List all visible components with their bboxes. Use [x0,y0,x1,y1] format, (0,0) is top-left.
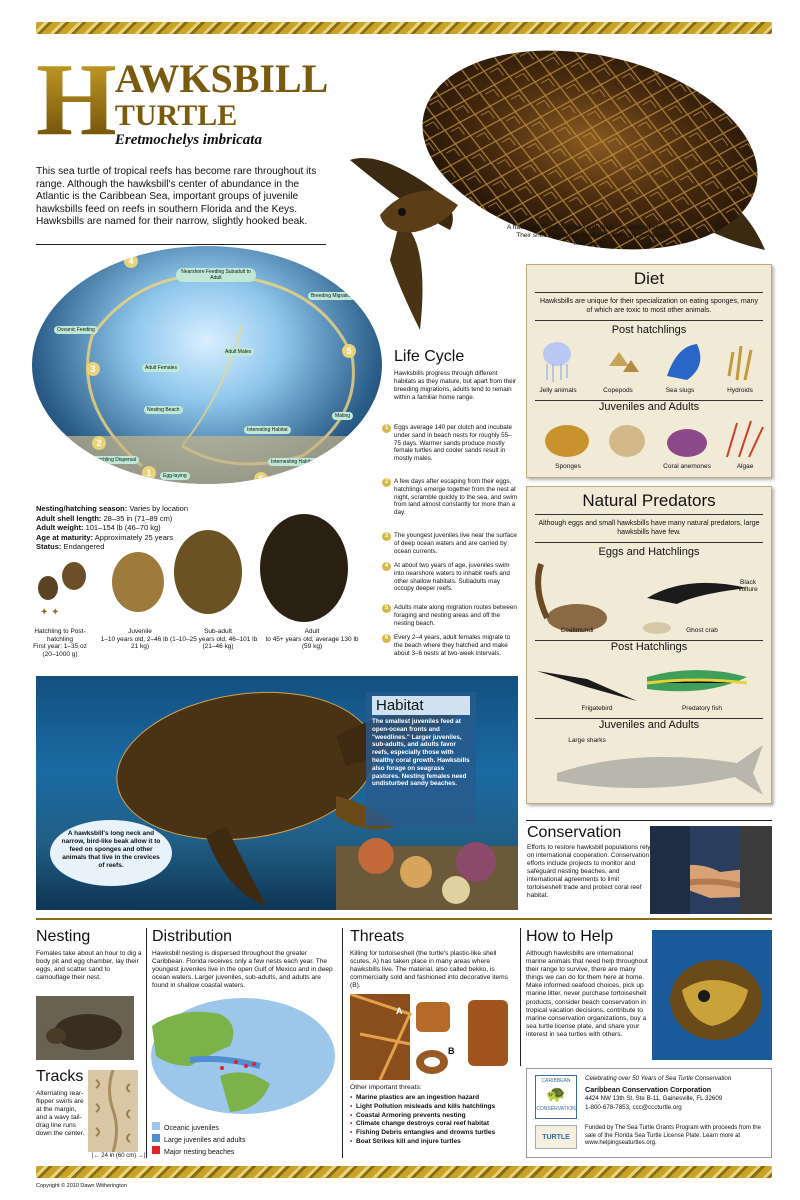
lc-label-egg-laying: Egg-laying [160,472,190,480]
top-gold-border [36,22,772,34]
lc-marker-1: 1 [142,466,156,480]
hero-caption: A hawksbill's shell is plated with thick, overlapping scutes. Their shell's radiating streaks of color vary between individuals. [507,224,673,247]
ccc-contact: 1-800-678-7853, ccc@cccturtle.org [585,1104,682,1111]
diet-algae: Algae [736,463,754,470]
lc-label-nearshore: Nearshore Feeding Subadult to Adult [176,268,256,282]
dist-left-divider [146,928,147,1158]
lc-label-females: Adult Females [142,364,180,372]
stage-hatchling: Hatchling to Post-hatchling First year: 1–35 oz (20–1000 g) [33,628,87,658]
threat-item: • Marine plastics are an ingestion hazard [350,1094,510,1103]
stage-juvenile: Juvenile 1–10 years old, 2–46 lb (1–21 kg) [100,628,180,651]
lc-label-nesting-beach: Nesting Beach [144,406,183,414]
license-plate: TURTLE [535,1125,577,1149]
threat-item: • Boat Strikes kill and injure turtles [350,1138,510,1147]
predators-panel [526,486,772,804]
life-cycle-intro: Hawksbills progress through different habitats as they mature, but apart from their breeding migrations, adults tend to remain within a familiar home range. [394,370,517,401]
diet-title: Diet [633,269,665,288]
pred-frigatebird: Frigatebird [581,705,613,712]
sponsor-box [526,1068,772,1158]
distribution-map [150,996,336,1116]
lc-marker-6: 6 [254,472,268,484]
tracks-scale: |← 24 in (60 cm) →| [92,1153,146,1159]
legend-oceanic: Oceanic juveniles [152,1122,245,1134]
diet-juv-icons [527,417,773,461]
threat-item: • Fishing Debris entangles and drowns turtles [350,1129,510,1138]
conservation-title: Conservation [527,824,622,841]
threats-title: Threats [350,928,405,945]
help-title: How to Help [526,928,614,945]
diet-post-title: Post hatchlings [611,324,687,336]
lc-label-internesting: Internesting Habitat Near Beach [268,458,345,466]
predators-intro: Although eggs and small hawksbills have many natural predators, large hawksbills have few. [538,520,760,536]
predators-title: Natural Predators [582,491,716,510]
threats-list [350,1094,510,1147]
pred-ghost-crab: Ghost crab [686,627,718,634]
handshake-photo [650,826,772,914]
ccc-logo: CARIBBEAN 🐢 CONSERVATION [535,1075,577,1119]
title-line2: TURTLE [114,99,238,132]
tracks-text: Alternating rear-flipper swirls are at the margin, and a wavy tail-drag line runs down the center. [36,1090,85,1138]
lc-label-oceanic: Oceanic Feeding [54,326,98,334]
pred-coatimundi: Coatimundi [560,627,594,634]
conservation-text: Efforts to restore hawksbill populations rely on international cooperation. Conservation efforts include projects to monitor and safeguard nesting beaches, and international agreements to limit tortoiseshell trade and protect coral reef habitat. [527,844,651,899]
predators-post-title: Post Hatchlings [610,641,688,653]
stage-subadult: Sub-adult 10–25 years old, 46–101 lb (21–46 kg) [178,628,258,651]
predators-adult-title: Juveniles and Adults [598,719,700,731]
lc-marker-3: 3 [86,362,100,376]
help-text: Although hawksbills are international marine animals that need help throughout their range to survive, there are many things we can do for them here at home. Make informed seafood choices, pick up marine litter, never purchase tortoiseshell products, consider beach conservation in tropical vacation decisions, contribute to marine conservation organizations, buy a sea turtle license plate, and share your interest in sea turtles with others. [526,950,648,1038]
ccc-funded: Funded by The Sea Turtle Grants Program with proceeds from the sale of the Florida Sea Turtle License Plate. Learn more at www.helpingseaturtles.org. [585,1125,761,1146]
tracks-title: Tracks [36,1068,84,1085]
svg-text:✦ ✦: ✦ ✦ [40,607,60,618]
threat-item: • Coastal Armoring prevents nesting [350,1112,510,1121]
habitat-title: Habitat [372,696,470,715]
svg-text:A: A [396,1006,403,1016]
habitat-text: The smallest juveniles feed at open-ocean fronts and "weedlines." Larger juveniles, sub-adults, and adults favor reefs, especially those with healthy coral growth. Hawksbills also forage on seagrass pastures. Nesting females need undisturbed sandy beaches. [372,718,470,788]
copyright: Copyright © 2010 Dawn Witherington [36,1183,127,1189]
diet-hydroids: Hydroids [727,387,753,394]
nesting-title: Nesting [36,928,91,945]
tracks-photo [88,1070,138,1152]
threats-other-title: Other important threats: [350,1084,422,1091]
intro-text: This sea turtle of tropical reefs has become rare throughout its range. Although the hawksbill's center of abundance in the Atlantic is the Caribbean Sea, important groups of juvenile hawksbills feed on reefs in southern Florida and the Keys. Hawksbills are named for their narrow, slightly hooked beak. [36,166,317,227]
diet-juv-title: Juveniles and Adults [598,401,700,413]
conservation-rule [526,820,772,821]
diet-post-icons [527,336,773,388]
threats-left-divider [342,928,343,1158]
life-cycle-diagram [32,246,382,484]
title-line1: AWKSBILL [114,56,329,101]
diet-jelly: Jelly animals [539,387,577,394]
threat-item: • Climate change destroys coral reef habitat [350,1120,510,1129]
intro-underline [36,244,326,245]
lc-step-4: 4 At about two years of age, juveniles swim into nearshore waters to inhabit reefs and other shallow habitats. Subadults may occupy deeper reefs. [382,562,518,593]
diet-sponges: Sponges [555,463,581,470]
ccc-name: Caribbean Conservation Corporation [585,1085,712,1094]
threats-text: Killing for tortoiseshell (the turtle's plastic-like shell scutes, A) has taken place in many areas where hawksbills live. The material, also called bekko, is commercially sold and fashioned into decorative items (B). [350,950,508,990]
lc-step-1: 1 Eggs average 140 per clutch and incubate under sand in beach nests for roughly 55–75 days. Warmer sands produce mostly female turtles and cooler sands result in mostly males. [382,424,518,463]
tortoiseshell-photo [350,994,516,1080]
growth-stages-illustration [30,500,380,640]
lc-label-hatchling: Hatchling Dispersal [90,456,139,464]
nesting-text: Females take about an hour to dig a body pit and egg chamber, lay their eggs, and scatter sand to camouflage their nest. [36,950,142,982]
lc-step-2: 2 A few days after escaping from their eggs, hatchlings emerge together from the nest at night, scramble quickly to the sea, and swim from land almost constantly for more than a day. [382,478,518,517]
legend-nesting-beaches: Major nesting beaches [152,1146,245,1158]
lc-marker-2: 2 [92,436,106,450]
habitat-panel [366,692,476,826]
bottom-gold-border [36,1166,772,1178]
ccc-celebrating: Celebrating over 50 Years of Sea Turtle Conservation [585,1075,732,1082]
lc-step-5: 5 Adults mate along migration routes between foraging and nesting areas and off the nesting beach. [382,604,518,627]
diet-intro: Hawksbills are unique for their specialization on eating sponges, many of which are toxic to most other animals. [540,298,758,314]
pred-black-vulture: Black vulture [738,579,758,593]
turtle-stats: Nesting/hatching season: Varies by location Adult shell length: 28–35 in (71–89 cm) Adult weight: 101–154 lb (46–70 kg) Age at maturity: Approximately 25 years Status: Endangered [36,504,189,551]
lc-marker-4: 4 [124,254,138,268]
lc-label-interesting: Interesting Habitat [244,426,291,434]
svg-text:B: B [448,1046,455,1056]
lc-step-6: 6 Every 2–4 years, adult females migrate to the beach where they hatched and make about 3–6 nests at two-week intervals. [382,634,518,657]
distribution-text: Hawksbill nesting is dispersed throughout the greater Caribbean. Florida receives only a few nests each year. The youngest juveniles live in the open Gulf of Mexico and in deep ocean waters. Larger juveniles, sub-adults, and adults are found in shallow coastal waters. [152,950,333,990]
diet-coral-anemones: Coral anemones [663,463,711,470]
legend-large-juveniles: Large juveniles and adults [152,1134,245,1146]
help-left-divider [520,928,521,1066]
logo-turtle-icon: 🐢 [546,1086,566,1103]
poster-title [36,42,356,157]
ccc-address: 4424 NW 13th St, Ste B-11, Gainesville, FL 32609 [585,1095,723,1102]
lc-label-breeding: Breeding Migration [308,292,356,300]
lc-label-mating: Mating [332,412,353,420]
pred-large-sharks: Large sharks [568,737,606,744]
mid-divider [36,918,772,920]
turtle-head-photo [652,930,772,1060]
stage-adult: Adult to 45+ years old, average 130 lb (59 kg) [265,628,359,651]
nesting-photo [36,996,134,1060]
pred-predatory-fish: Predatory fish [681,705,723,712]
diet-sea-slugs: Sea slugs [665,387,695,394]
diet-panel [526,264,772,478]
life-cycle-title: Life Cycle [394,348,465,365]
predators-eggs-title: Eggs and Hatchlings [598,546,700,558]
lc-marker-5: 5 [342,344,356,358]
predators-post-icons [527,657,773,707]
distribution-title: Distribution [152,928,233,945]
title-initial: H [36,42,115,157]
diet-copepods: Copepods [603,387,633,394]
habitat-callout: A hawksbill's long neck and narrow, bird-like beak allow it to feed on sponges and other animals that live in the crevices of reefs. [50,820,172,886]
lc-step-3: 3 The youngest juveniles live near the surface of deep ocean waters and are carried by ocean currents. [382,532,518,555]
scientific-name: Eretmochelys imbricata [114,132,262,148]
dist-legend [152,1122,245,1158]
lc-label-males: Adult Males [222,348,254,356]
threat-item: • Light Pollution misleads and kills hatchlings [350,1103,510,1112]
